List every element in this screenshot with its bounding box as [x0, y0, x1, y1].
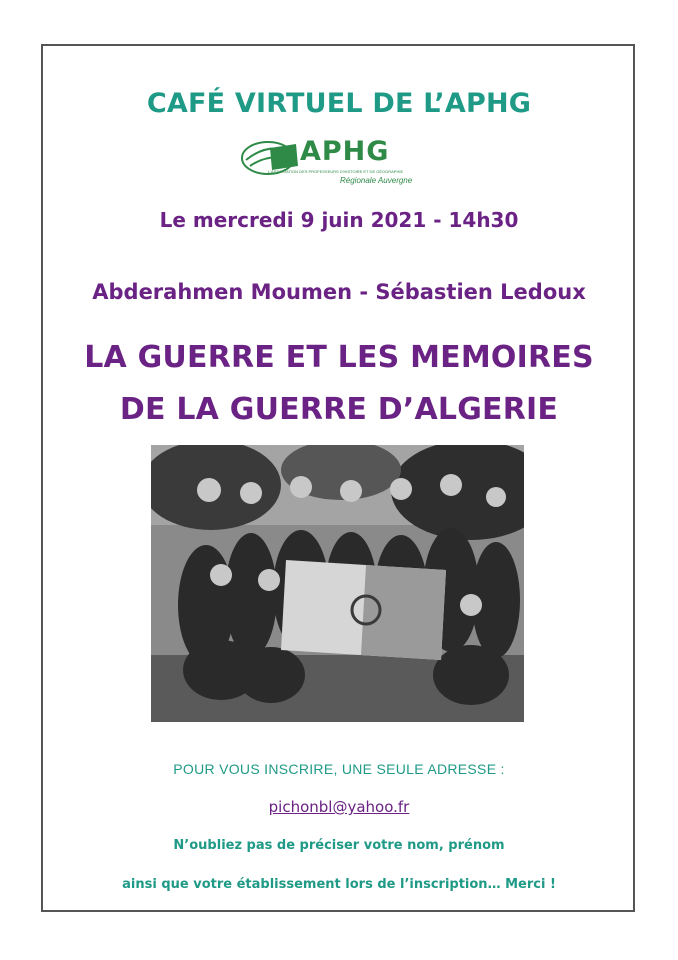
aphg-logo	[240, 136, 445, 188]
logo-region: Régionale Auvergne	[340, 176, 413, 185]
group-photo	[151, 445, 524, 722]
logo-subtitle: L'ASSOCIATION DES PROFESSEURS D'HISTOIRE ET DE GÉOGRAPHIE	[268, 169, 404, 174]
group-photo-icon	[151, 445, 524, 722]
event-speakers: Abderahmen Moumen - Sébastien Ledoux	[92, 280, 586, 304]
register-label: POUR VOUS INSCRIRE, UNE SEULE ADRESSE :	[173, 761, 505, 777]
note-line-2: ainsi que votre établissement lors de l’inscription… Merci !	[122, 877, 556, 892]
headline-line-2: DE LA GUERRE D’ALGERIE	[119, 392, 559, 427]
event-title: CAFÉ VIRTUEL DE L’APHG	[146, 88, 532, 119]
logo-name: APHG	[300, 136, 390, 167]
contact-email-link[interactable]: pichonbl@yahoo.fr	[268, 798, 410, 816]
note-line-1: N’oubliez pas de préciser votre nom, prénom	[173, 838, 505, 853]
headline-line-1: LA GUERRE ET LES MEMOIRES	[84, 340, 594, 375]
event-date: Le mercredi 9 juin 2021 - 14h30	[159, 208, 519, 232]
